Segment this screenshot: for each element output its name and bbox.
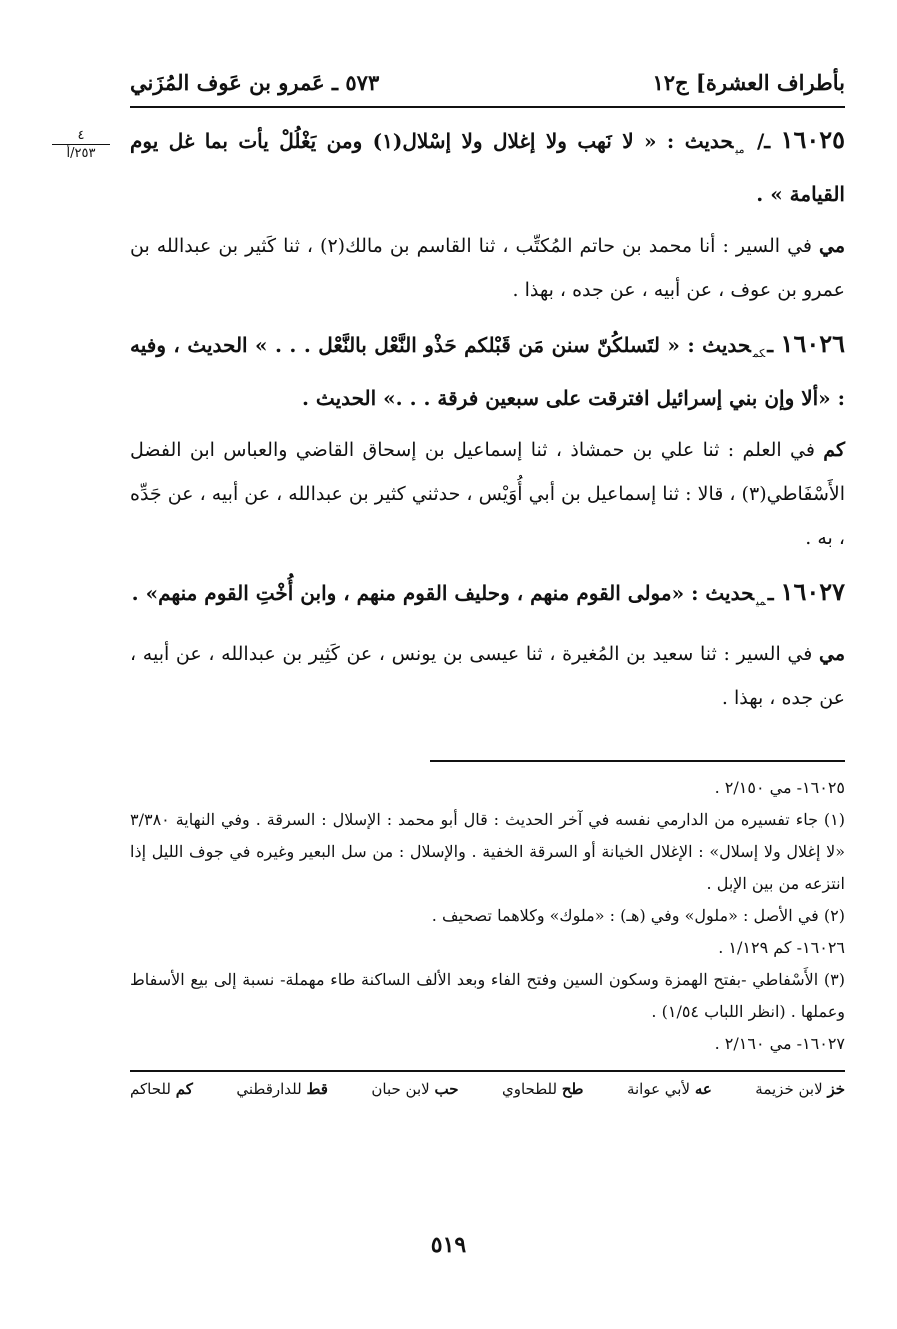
footnote-source-16026: ١٦٠٢٦- كم ١/١٢٩ . (718, 938, 845, 957)
isnad-paragraph (130, 428, 845, 560)
folio-number: ٤ (52, 128, 110, 145)
hadith-text: «مولى القوم منهم ، وحليف القوم منهم ، وابن أُخْتِ القوم منهم» . (131, 581, 685, 605)
hadith-entry-16026 (130, 322, 845, 420)
hadith-text: « لا نَهب ولا إغلال ولا إسْلال(١) ومن يَغْلُلْ يأت بما غل يوم القيامة » . (130, 129, 845, 206)
isnad-paragraph (130, 224, 845, 312)
folio-side: ٢٥٣/أ (66, 146, 96, 161)
hadith-source-code: مي (735, 143, 745, 156)
running-header (130, 60, 845, 108)
abbreviations-divider (130, 1070, 845, 1072)
abbrev-item: عه لأبي عوانة (626, 1080, 712, 1098)
abbrev-item: حب لابن حبان (371, 1080, 459, 1098)
abbrev-item: طح للطحاوي (501, 1080, 584, 1098)
isnad-text: في السير : ثنا سعيد بن المُغيرة ، ثنا عيسى بن يونس ، عن كَثِير بن عبدالله ، عن أبيه ، عن جده ، بهذا . (130, 643, 845, 709)
manuscript-folio-note (52, 128, 110, 161)
footnote-divider (430, 760, 845, 762)
hadith-entry-16027 (130, 570, 845, 624)
isnad-text: في السير : أنا محمد بن حاتم المُكتِّب ، ثنا القاسم بن مالك(٢) ، ثنا كَثير بن عبدالله بن عمرو بن عوف ، عن أبيه ، عن جده ، بهذا . (130, 235, 845, 301)
abbrev-item: خز لابن خزيمة (755, 1080, 845, 1098)
isnad-source-code: مي (819, 235, 846, 257)
hadith-separator: ـ (767, 333, 781, 357)
section-title: ٥٧٣ ـ عَمرو بن عَوف المُزَني (130, 70, 380, 95)
isnad-text: في العلم : ثنا علي بن حمشاذ ، ثنا إسماعيل بن إسحاق القاضي والعباس ابن الفضل الأَسْفَاطي(٣) ، قالا : ثنا إسماعيل بن أبي أُوَيْس ، حدثني كثير بن عبدالله ، عن أبيه ، عن جَدِّه ، به . (130, 439, 845, 549)
isnad-source-code: مي (818, 643, 845, 665)
hadith-lead: حديث : (679, 333, 751, 357)
hadith-entry-16025 (130, 118, 845, 216)
hadith-number: ١٦٠٢٥ (780, 125, 846, 154)
abbrev-item: قط للدارقطني (236, 1080, 328, 1098)
footnote-source-16025: ١٦٠٢٥- مي ٢/١٥٠ . (714, 778, 845, 797)
footnote-2: (٢) في الأصل : «ملول» وفي (هـ) : «ملوك» وكلاهما تصحيف . (431, 906, 845, 925)
isnad-paragraph (130, 632, 845, 720)
hadith-text: « لتَسلكُنّ سنن مَن قَبْلكم حَذْو النَّعْل بالنَّعْل . . . » الحديث ، وفيه : «ألا وإن بني إسرائيل افترقت على سبعين فرقة . . .» الحديث . (130, 333, 845, 410)
isnad-source-code: كم (823, 439, 845, 461)
hadith-separator: ـ (767, 581, 781, 605)
hadith-source-code: كم (752, 347, 766, 360)
footnote-source-16027: ١٦٠٢٧- مي ٢/١٦٠ . (714, 1034, 845, 1053)
footnotes (130, 772, 845, 1060)
hadith-lead: حديث : (656, 129, 734, 153)
hadith-lead: حديث : (684, 581, 755, 605)
abbreviations-key (130, 1080, 845, 1098)
hadith-separator: ـ/ (746, 129, 781, 153)
page-number: ٥١٩ (430, 1232, 467, 1258)
footnote-1: (١) جاء تفسيره من الدارمي نفسه في آخر الحديث : قال أبو محمد : الإسلال : السرقة . وفي النهاية ٣/٣٨٠ «لا إغلال ولا إسلال» : الإغلال الخيانة أو السرقة الخفية . والإسلال : من سل البعير وغيره في جوف الليل إذا انتزعه من بين الإبل . (130, 810, 846, 893)
hadith-source-code: مي (756, 595, 766, 608)
running-title: بأطراف العشرة] ج١٢ (652, 70, 845, 95)
abbrev-item: كم للحاكم (130, 1080, 193, 1098)
hadith-number: ١٦٠٢٧ (780, 577, 845, 606)
page (130, 60, 845, 1098)
hadith-number: ١٦٠٢٦ (780, 329, 845, 358)
footnote-3: (٣) الأَسْفاطي -بفتح الهمزة وسكون السين وفتح الفاء وبعد الألف الساكنة طاء مهملة- نسبة إلى بيع الأسفاط وعملها . (انظر اللباب ١/٥٤) . (130, 970, 845, 1021)
